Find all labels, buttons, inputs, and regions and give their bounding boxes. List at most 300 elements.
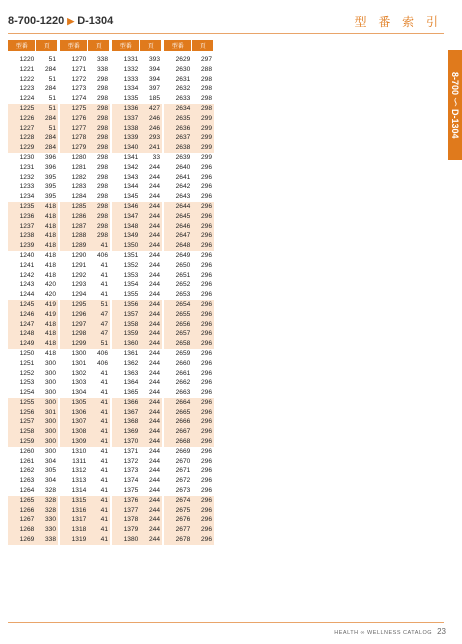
index-row: [8, 153, 58, 163]
model-number: 1319: [71, 536, 87, 544]
model-number: 1295: [71, 300, 87, 308]
code-header: 型番: [60, 40, 87, 51]
page-reference: 296: [200, 359, 212, 367]
model-number: 2631: [175, 75, 191, 83]
index-row: [164, 398, 214, 408]
index-row: [112, 339, 162, 349]
page-reference: 296: [200, 428, 212, 436]
page-reference: 284: [44, 144, 56, 152]
page-reference: 244: [148, 487, 160, 495]
page-reference: 244: [148, 340, 160, 348]
model-number: 1296: [71, 310, 87, 318]
index-row: [60, 153, 110, 163]
page-reference: 298: [96, 75, 108, 83]
page-reference: 418: [44, 222, 56, 230]
index-row: [60, 525, 110, 535]
model-number: 1294: [71, 291, 87, 299]
index-row: [164, 496, 214, 506]
page-reference: 41: [100, 418, 108, 426]
model-number: 1238: [19, 232, 35, 240]
page-number: 23: [437, 627, 446, 636]
page-reference: 296: [200, 477, 212, 485]
index-row: [60, 84, 110, 94]
index-row: [112, 437, 162, 447]
page-reference: 296: [200, 320, 212, 328]
index-row: [8, 476, 58, 486]
model-number: 1353: [123, 271, 139, 279]
page-reference: 296: [200, 300, 212, 308]
page-title: 型 番 索 引: [354, 15, 442, 29]
model-number: 1222: [19, 75, 35, 83]
index-row: [60, 417, 110, 427]
model-number: 1358: [123, 320, 139, 328]
index-row: [164, 447, 214, 457]
page-reference: 418: [44, 232, 56, 240]
model-number: 1343: [123, 173, 139, 181]
index-row: [60, 320, 110, 330]
page-reference: 51: [48, 104, 56, 112]
index-row: [164, 476, 214, 486]
index-row: [164, 55, 214, 65]
page-reference: 296: [200, 506, 212, 514]
index-row: [60, 457, 110, 467]
index-row: [112, 55, 162, 65]
page-reference: 296: [200, 281, 212, 289]
page-reference: 41: [100, 271, 108, 279]
model-number: 1258: [19, 428, 35, 436]
index-row: [112, 506, 162, 516]
page-reference: 244: [148, 526, 160, 534]
model-number: 1227: [19, 124, 35, 132]
model-number: 1284: [71, 193, 87, 201]
index-row: [112, 300, 162, 310]
index-row: [8, 222, 58, 232]
index-row: [8, 241, 58, 251]
index-row: [164, 290, 214, 300]
page-reference: 427: [148, 104, 160, 112]
index-row: [8, 535, 58, 545]
page-reference: 284: [44, 65, 56, 73]
index-row: [60, 329, 110, 339]
model-number: 2644: [175, 202, 191, 210]
index-row: [164, 261, 214, 271]
model-number: 2637: [175, 134, 191, 142]
page-reference: 298: [96, 104, 108, 112]
index-row: [60, 202, 110, 212]
model-number: 1303: [71, 379, 87, 387]
index-range: [8, 15, 113, 27]
index-row: [164, 84, 214, 94]
index-row: [112, 496, 162, 506]
column-rows: [164, 55, 214, 545]
model-number: 2660: [175, 359, 191, 367]
model-number: 1351: [123, 251, 139, 259]
page-reference: 298: [200, 104, 212, 112]
column-rows: [60, 55, 110, 545]
model-number: 1364: [123, 379, 139, 387]
model-number: 1304: [71, 389, 87, 397]
index-row: [8, 525, 58, 535]
model-number: 1288: [71, 232, 87, 240]
model-number: 1282: [71, 173, 87, 181]
page-reference: 41: [100, 379, 108, 387]
model-number: 2655: [175, 310, 191, 318]
index-row: [8, 320, 58, 330]
index-row: [164, 506, 214, 516]
page-reference: 51: [100, 340, 108, 348]
index-row: [112, 84, 162, 94]
model-number: 1309: [71, 438, 87, 446]
page-reference: 241: [148, 144, 160, 152]
model-number: 1285: [71, 202, 87, 210]
page-reference: 296: [200, 163, 212, 171]
page-reference: 244: [148, 202, 160, 210]
index-row: [164, 133, 214, 143]
index-row: [60, 55, 110, 65]
page-reference: 244: [148, 467, 160, 475]
index-row: [112, 486, 162, 496]
model-number: 2641: [175, 173, 191, 181]
model-number: 1261: [19, 457, 35, 465]
model-number: 2639: [175, 153, 191, 161]
model-number: 1362: [123, 359, 139, 367]
index-row: [164, 212, 214, 222]
page-reference: 284: [44, 85, 56, 93]
model-number: 1378: [123, 516, 139, 524]
page-reference: 296: [200, 291, 212, 299]
model-number: 1352: [123, 261, 139, 269]
model-number: 2674: [175, 496, 191, 504]
index-row: [8, 486, 58, 496]
model-number: 1243: [19, 281, 35, 289]
index-row: [8, 114, 58, 124]
page-reference: 244: [148, 222, 160, 230]
index-row: [164, 329, 214, 339]
page-reference: 246: [148, 124, 160, 132]
model-number: 1241: [19, 261, 35, 269]
page-reference: 299: [200, 134, 212, 142]
model-number: 1299: [71, 340, 87, 348]
index-row: [8, 447, 58, 457]
page-reference: 418: [44, 251, 56, 259]
index-row: [164, 163, 214, 173]
index-row: [8, 280, 58, 290]
page-reference: 244: [148, 163, 160, 171]
page-reference: 41: [100, 428, 108, 436]
index-row: [8, 163, 58, 173]
index-row: [8, 349, 58, 359]
page-reference: 244: [148, 477, 160, 485]
index-row: [60, 75, 110, 85]
model-number: 2640: [175, 163, 191, 171]
code-header: 型番: [164, 40, 191, 51]
page-reference: 397: [148, 85, 160, 93]
index-row: [112, 457, 162, 467]
model-number: 1347: [123, 212, 139, 220]
index-row: [112, 515, 162, 525]
model-number: 1318: [71, 526, 87, 534]
page-reference: 51: [48, 124, 56, 132]
model-number: 1242: [19, 271, 35, 279]
model-number: 1357: [123, 310, 139, 318]
page-reference: 298: [96, 202, 108, 210]
model-number: 1355: [123, 291, 139, 299]
page-reference: 298: [96, 232, 108, 240]
model-number: 1273: [71, 85, 87, 93]
model-number: 1267: [19, 516, 35, 524]
model-number: 2632: [175, 85, 191, 93]
model-number: 1341: [123, 153, 139, 161]
model-number: 2659: [175, 349, 191, 357]
model-number: 1254: [19, 389, 35, 397]
index-row: [112, 310, 162, 320]
model-number: 1305: [71, 398, 87, 406]
index-row: [8, 290, 58, 300]
model-number: 1234: [19, 193, 35, 201]
index-row: [112, 65, 162, 75]
page-reference: 41: [100, 261, 108, 269]
page-reference: 244: [148, 349, 160, 357]
page-reference: 296: [200, 349, 212, 357]
page-reference: 41: [100, 477, 108, 485]
model-number: 1338: [123, 124, 139, 132]
model-number: 1287: [71, 222, 87, 230]
model-number: 1349: [123, 232, 139, 240]
page-reference: 299: [200, 144, 212, 152]
index-row: [8, 427, 58, 437]
page-reference: 299: [200, 153, 212, 161]
index-row: [8, 231, 58, 241]
model-number: 1372: [123, 457, 139, 465]
index-row: [164, 280, 214, 290]
model-number: 1263: [19, 477, 35, 485]
column-header: [8, 40, 58, 51]
index-row: [164, 94, 214, 104]
page-reference: 296: [200, 193, 212, 201]
page-reference: 406: [96, 349, 108, 357]
index-row: [164, 300, 214, 310]
index-row: [8, 329, 58, 339]
index-table: [8, 40, 448, 610]
page-reference: 41: [100, 291, 108, 299]
model-number: 1354: [123, 281, 139, 289]
model-number: 2656: [175, 320, 191, 328]
index-row: [8, 506, 58, 516]
range-end: D-1304: [77, 15, 114, 27]
page-reference: 244: [148, 418, 160, 426]
page-reference: 296: [200, 457, 212, 465]
model-number: 1293: [71, 281, 87, 289]
model-number: 1269: [19, 536, 35, 544]
page-reference: 328: [44, 487, 56, 495]
page-reference: 41: [100, 408, 108, 416]
model-number: 1223: [19, 85, 35, 93]
page-header-cell: 頁: [192, 40, 213, 51]
index-row: [60, 486, 110, 496]
catalog-name: HEALTH ∞ WELLNESS CATALOG: [334, 630, 432, 636]
model-number: 1310: [71, 447, 87, 455]
page-reference: 244: [148, 369, 160, 377]
model-number: 2643: [175, 193, 191, 201]
model-number: 1360: [123, 340, 139, 348]
index-row: [112, 173, 162, 183]
page-reference: 41: [100, 506, 108, 514]
page-reference: 244: [148, 251, 160, 259]
index-row: [164, 182, 214, 192]
page-reference: 244: [148, 193, 160, 201]
model-number: 1337: [123, 114, 139, 122]
model-number: 1333: [123, 75, 139, 83]
model-number: 1365: [123, 389, 139, 397]
model-number: 2652: [175, 281, 191, 289]
index-row: [60, 398, 110, 408]
model-number: 1380: [123, 536, 139, 544]
page-reference: 300: [44, 438, 56, 446]
page-reference: 418: [44, 242, 56, 250]
column-header: [164, 40, 214, 51]
model-number: 1312: [71, 467, 87, 475]
page-reference: 330: [44, 516, 56, 524]
page-reference: 246: [148, 114, 160, 122]
page-reference: 296: [200, 379, 212, 387]
page-reference: 300: [44, 359, 56, 367]
model-number: 2645: [175, 212, 191, 220]
index-row: [60, 212, 110, 222]
page-reference: 296: [200, 340, 212, 348]
model-number: 2630: [175, 65, 191, 73]
index-row: [8, 94, 58, 104]
index-row: [8, 133, 58, 143]
model-number: 1308: [71, 428, 87, 436]
index-row: [60, 222, 110, 232]
model-number: 1346: [123, 202, 139, 210]
page-reference: 418: [44, 271, 56, 279]
page-reference: 395: [44, 183, 56, 191]
model-number: 1367: [123, 408, 139, 416]
index-row: [8, 378, 58, 388]
index-row: [112, 320, 162, 330]
model-number: 1292: [71, 271, 87, 279]
model-number: 1286: [71, 212, 87, 220]
footer-divider: [8, 622, 444, 623]
page-reference: 296: [200, 526, 212, 534]
model-number: 1289: [71, 242, 87, 250]
index-row: [60, 339, 110, 349]
page-reference: 51: [48, 95, 56, 103]
page-reference: 304: [44, 457, 56, 465]
page-reference: 244: [148, 271, 160, 279]
page-reference: 296: [200, 261, 212, 269]
model-number: 1331: [123, 56, 139, 63]
index-row: [60, 271, 110, 281]
page-reference: 244: [148, 359, 160, 367]
model-number: 1264: [19, 487, 35, 495]
page-reference: 244: [148, 242, 160, 250]
index-row: [60, 408, 110, 418]
page-reference: 41: [100, 242, 108, 250]
model-number: 1262: [19, 467, 35, 475]
page-reference: 298: [96, 193, 108, 201]
index-row: [112, 241, 162, 251]
index-row: [112, 75, 162, 85]
model-number: 2647: [175, 232, 191, 240]
model-number: 1373: [123, 467, 139, 475]
page-reference: 328: [44, 496, 56, 504]
model-number: 1224: [19, 95, 35, 103]
index-row: [112, 525, 162, 535]
index-row: [60, 192, 110, 202]
model-number: 1339: [123, 134, 139, 142]
model-number: 2667: [175, 428, 191, 436]
model-number: 1307: [71, 418, 87, 426]
index-row: [60, 231, 110, 241]
model-number: 1368: [123, 418, 139, 426]
page-reference: 406: [96, 359, 108, 367]
index-row: [164, 271, 214, 281]
page-reference: 419: [44, 310, 56, 318]
page-reference: 47: [100, 330, 108, 338]
model-number: 1235: [19, 202, 35, 210]
page-reference: 296: [200, 496, 212, 504]
index-row: [60, 388, 110, 398]
page-reference: 293: [148, 134, 160, 142]
index-row: [112, 94, 162, 104]
index-row: [8, 55, 58, 65]
page-reference: 244: [148, 379, 160, 387]
page-reference: 418: [44, 212, 56, 220]
index-row: [112, 153, 162, 163]
page-reference: 296: [200, 183, 212, 191]
model-number: 2678: [175, 536, 191, 544]
index-row: [164, 466, 214, 476]
page-reference: 244: [148, 398, 160, 406]
index-row: [112, 104, 162, 114]
model-number: 2671: [175, 467, 191, 475]
index-row: [112, 329, 162, 339]
index-row: [8, 173, 58, 183]
index-row: [8, 271, 58, 281]
page-reference: 298: [96, 85, 108, 93]
page-reference: 296: [200, 242, 212, 250]
index-row: [164, 427, 214, 437]
index-row: [8, 202, 58, 212]
index-row: [112, 349, 162, 359]
page-reference: 41: [100, 516, 108, 524]
model-number: 1283: [71, 183, 87, 191]
page-reference: 41: [100, 526, 108, 534]
model-number: 1255: [19, 398, 35, 406]
index-row: [164, 202, 214, 212]
model-number: 1276: [71, 114, 87, 122]
model-number: 1363: [123, 369, 139, 377]
index-row: [164, 104, 214, 114]
model-number: 1371: [123, 447, 139, 455]
page-reference: 298: [96, 144, 108, 152]
page-reference: 244: [148, 516, 160, 524]
index-row: [60, 280, 110, 290]
index-row: [8, 212, 58, 222]
page-reference: 41: [100, 536, 108, 544]
index-row: [8, 182, 58, 192]
model-number: 1376: [123, 496, 139, 504]
page-reference: 296: [200, 487, 212, 495]
model-number: 1256: [19, 408, 35, 416]
page-reference: 300: [44, 428, 56, 436]
index-row: [60, 349, 110, 359]
page-reference: 396: [44, 153, 56, 161]
page-reference: 296: [200, 369, 212, 377]
page-reference: 393: [148, 56, 160, 63]
